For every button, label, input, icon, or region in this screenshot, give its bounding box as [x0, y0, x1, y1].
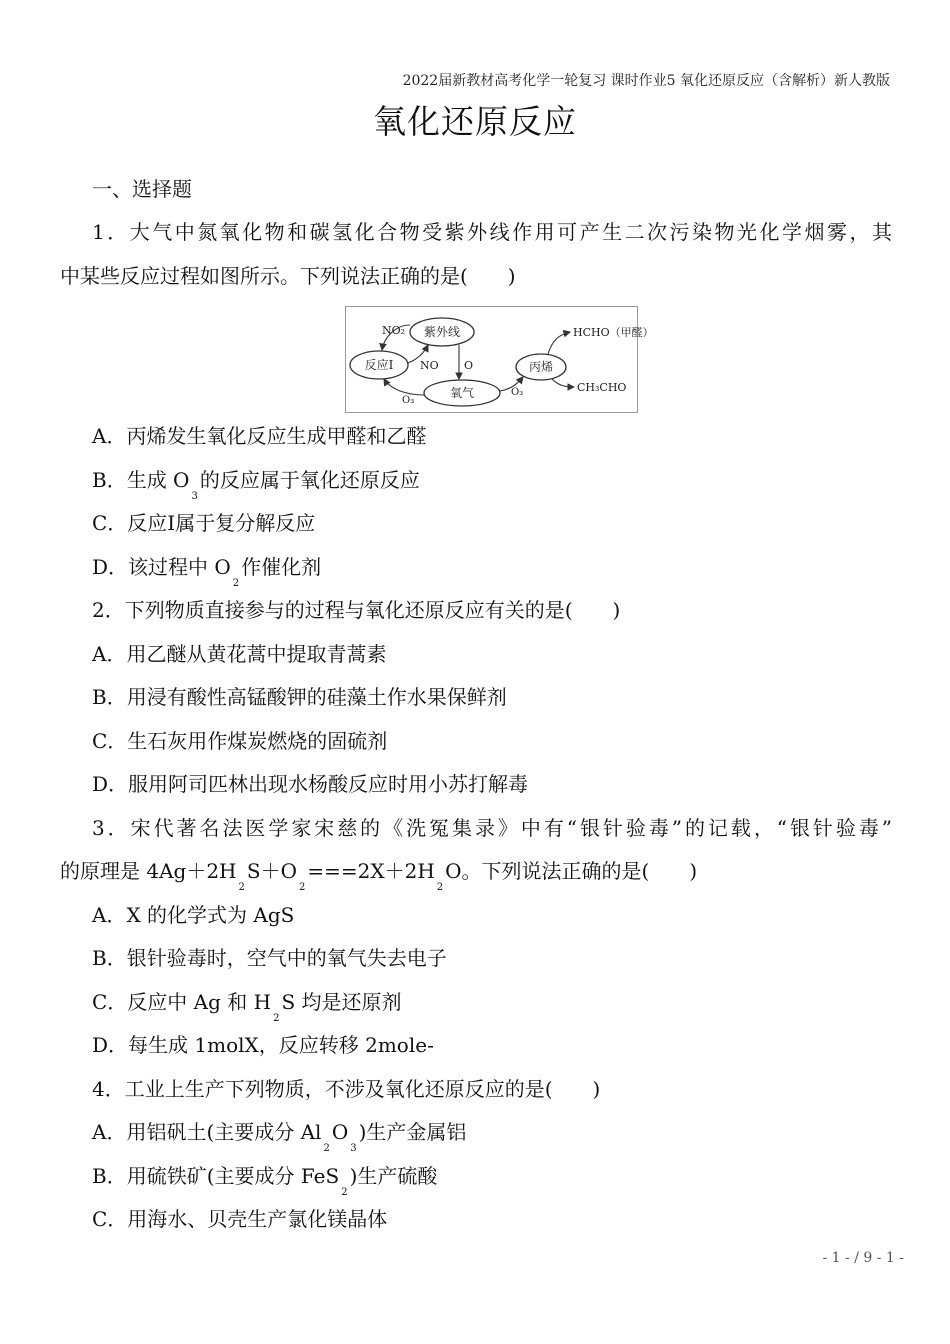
q3-stem-line2: 的原理是 $4Ag+2H_2S+O_2===2X+2H_2O$。下列说法正确的是( ) — [60, 859, 698, 893]
q3-option-d: D．每生成 1molX，反应转移 2mole- — [92, 1033, 434, 1057]
no-label: NO — [420, 359, 439, 372]
no2-label: NO₂ — [382, 324, 406, 337]
reaction-diagram-svg — [346, 307, 654, 412]
o3-right-label: O₃ — [511, 387, 524, 398]
page-title: 氧化还原反应 — [373, 102, 577, 141]
q3-stem-line1: 3．宋代著名法医学家宋慈的《洗冤集录》中有“银针验毒”的记载，“银针验毒” — [92, 816, 892, 840]
q2-option-d: D．服用阿司匹林出现水杨酸反应时用小苏打解毒 — [92, 772, 529, 796]
uv-label: 紫外线 — [423, 325, 461, 339]
o-label: O — [464, 359, 474, 372]
oxygen-label: 氧气 — [449, 386, 475, 400]
ch3cho-label: CH₃CHO — [577, 381, 627, 394]
q2-option-b: B．用浸有酸性高锰酸钾的硅藻土作水果保鲜剂 — [92, 685, 507, 709]
q3-option-b: B．银针验毒时，空气中的氧气失去电子 — [92, 946, 447, 970]
q4-stem: 4．工业上生产下列物质，不涉及氧化还原反应的是( ) — [92, 1077, 601, 1101]
q3-option-a: A．X 的化学式为 AgS — [92, 903, 295, 927]
q4-option-b: B．用硫铁矿(主要成分 FeS$_2$)生产硫酸 — [92, 1164, 438, 1198]
q1-option-b: B．生成 $O_3$的反应属于氧化还原反应 — [92, 468, 420, 502]
document-header: 2022届新教材高考化学一轮复习 课时作业5 氧化还原反应（含解析）新人教版 — [402, 73, 890, 89]
q1-option-c: C．反应Ⅰ属于复分解反应 — [92, 511, 316, 535]
q3-option-c: C．反应中 Ag 和 $H_2S$ 均是还原剂 — [92, 990, 402, 1024]
section-heading: 一、选择题 — [92, 177, 192, 201]
q1-option-d: D．该过程中 $O_2$作催化剂 — [92, 555, 322, 589]
hcho-label: HCHO（甲醛） — [573, 326, 654, 339]
hcho-arrow — [548, 332, 570, 354]
reaction-diagram — [345, 306, 654, 413]
propene-label: 丙烯 — [528, 360, 554, 374]
q1-stem-line1: 1．大气中氮氧化物和碳氢化合物受紫外线作用可产生二次污染物光化学烟雾，其 — [92, 220, 892, 244]
q2-stem: 2．下列物质直接参与的过程与氧化还原反应有关的是( ) — [92, 598, 621, 622]
q1-option-a: A．丙烯发生氧化反应生成甲醛和乙醛 — [92, 424, 427, 448]
ch3cho-arrow — [552, 379, 574, 387]
q2-option-a: A．用乙醚从黄花蒿中提取青蒿素 — [92, 642, 387, 666]
q4-option-c: C．用海水、贝壳生产氯化镁晶体 — [92, 1207, 388, 1231]
o3-left-label: O₃ — [402, 395, 415, 406]
q2-option-c: C．生石灰用作煤炭燃烧的固硫剂 — [92, 729, 388, 753]
reaction-label: 反应Ⅰ — [364, 358, 394, 372]
q1-stem-line2: 中某些反应过程如图所示。下列说法正确的是( ) — [60, 264, 516, 288]
q4-option-a: A．用铝矾土(主要成分 $Al_2O_3$)生产金属铝 — [92, 1120, 467, 1154]
page-number: - 1 - / 9 - 1 - — [822, 1250, 904, 1266]
o3-left-arrow — [384, 379, 424, 395]
